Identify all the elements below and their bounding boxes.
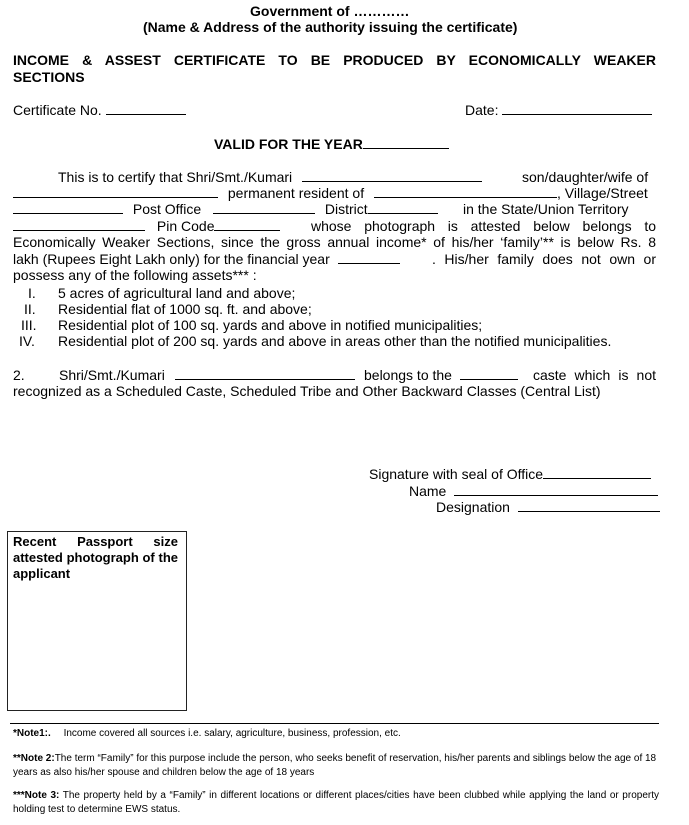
notes-divider [10, 723, 659, 724]
certificate-number-blank [106, 114, 186, 115]
valid-year-blank [363, 148, 449, 149]
financial-year-text: lakh (Rupees Eight Lakh only) for the financial year [13, 251, 330, 267]
certificate-date [465, 102, 652, 118]
date-label: Date: [465, 102, 499, 118]
para2-line1-mid [364, 367, 518, 383]
para1-line4-end: whose photograph is attested below belongs to [311, 218, 656, 234]
para2-name-text: Shri/Smt./Kumari [59, 367, 165, 383]
note-2-label: **Note 2: [13, 753, 55, 764]
post-office-text: Post Office [132, 201, 202, 217]
note-2 [13, 752, 659, 780]
note-1 [13, 727, 659, 741]
para1-line3 [13, 201, 438, 217]
applicant-name-blank [302, 181, 482, 182]
note-3 [13, 789, 659, 817]
certificate-title-line2: SECTIONS [13, 69, 85, 85]
certificate-number [13, 102, 186, 118]
para2-name-blank [175, 379, 355, 380]
asset-text: Residential plot of 100 sq. yards and above in notified municipalities; [58, 317, 483, 333]
name-label: Name [409, 483, 447, 499]
para2-line1 [13, 367, 355, 383]
para2-line1-end: caste which is not [533, 367, 656, 383]
photograph-instructions: Recent Passport size attested photograph of the applicant [13, 534, 178, 581]
para1-line1-end: son/daughter/wife of [522, 169, 649, 185]
post-office-blank [213, 213, 315, 214]
village-text: , Village/Street [556, 185, 648, 201]
asset-num: II. [24, 301, 36, 317]
signature-label: Signature with seal of Office [369, 466, 544, 482]
signature-blank [543, 478, 651, 479]
residence-blank [374, 197, 557, 198]
asset-item-3 [21, 317, 482, 333]
financial-year-blank [338, 263, 400, 264]
caste-blank [460, 379, 518, 380]
issuing-authority: (Name & Address of the authority issuing the certificate) [143, 19, 518, 35]
note-3-text: The property held by a “Family” in different locations or different places/cities have been clubbed while applying the land or property holding test to determine EWS status. [13, 790, 659, 815]
government-of: Government of ………… [250, 3, 410, 19]
para1-line1 [58, 169, 482, 185]
signature-name [409, 483, 658, 499]
para1-line6 [13, 251, 400, 267]
parent-name-blank [13, 197, 218, 198]
designation-label: Designation [436, 499, 510, 515]
para1-line6-end: . His/her family does not own or [432, 251, 656, 267]
para1-line5: Economically Weaker Sections, since the gross annual income* of his/her ‘family’** is below Rs. 8 [13, 234, 656, 250]
para1-line3-end: in the State/Union Territory [463, 201, 629, 217]
note-2-text: The term “Family” for this purpose include the person, who seeks benefit of reservation, his/her parents and siblings below the age of 18 years as also his/her spouse and children below the age of 18 years [13, 753, 657, 778]
date-blank [502, 114, 652, 115]
asset-text: Residential flat of 1000 sq. ft. and above; [58, 301, 312, 317]
certify-text: This is to certify that Shri/Smt./Kumari [58, 169, 293, 185]
pin-code-text: Pin Code [156, 218, 215, 234]
district-blank [368, 213, 438, 214]
para2-line2: recognized as a Scheduled Caste, Scheduled Tribe and Other Backward Classes (Central List) [13, 383, 601, 399]
resident-text: permanent resident of [227, 185, 365, 201]
designation-blank [518, 511, 660, 512]
note-3-label: ***Note 3: [13, 790, 60, 801]
para1-line7: possess any of the following assets*** : [13, 267, 257, 283]
asset-num: III. [21, 317, 37, 333]
belongs-text: belongs to the [364, 367, 452, 383]
signature-seal [369, 466, 651, 482]
certificate-number-label: Certificate No. [13, 102, 102, 118]
para1-line2 [13, 185, 648, 201]
signature-designation [436, 499, 660, 515]
valid-for-year [214, 136, 449, 152]
name-blank [454, 495, 658, 496]
asset-item-4 [19, 333, 611, 349]
pin-code-blank [214, 230, 280, 231]
valid-for-year-label: VALID FOR THE YEAR [214, 136, 363, 152]
asset-num: IV. [19, 333, 35, 349]
asset-text: 5 acres of agricultural land and above; [58, 285, 296, 301]
note-1-label: *Note1:. [13, 728, 51, 739]
asset-text: Residential plot of 200 sq. yards and above in areas other than the notified municipalities. [58, 333, 612, 349]
asset-num: I. [28, 285, 36, 301]
note-1-text: Income covered all sources i.e. salary, agriculture, business, profession, etc. [63, 728, 401, 739]
asset-item-1 [28, 285, 295, 301]
para1-line4 [13, 218, 280, 234]
asset-item-2 [24, 301, 312, 317]
state-blank [13, 230, 145, 231]
para2-num: 2. [13, 367, 25, 383]
certificate-title-line1: INCOME & ASSEST CERTIFICATE TO BE PRODUCED BY ECONOMICALLY WEAKER [13, 52, 656, 68]
village-blank [13, 213, 123, 214]
photograph-box [7, 531, 187, 711]
district-text: District [324, 201, 368, 217]
